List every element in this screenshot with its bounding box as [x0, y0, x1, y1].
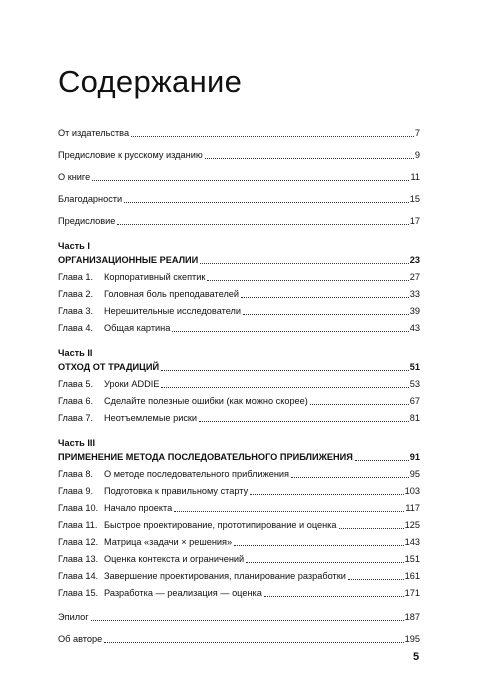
part-label: Часть III	[58, 438, 96, 448]
toc-entry-front[interactable]: От издательства 7	[58, 128, 420, 138]
toc-entry-chapter[interactable]: Глава 10. Начало проекта 117	[58, 503, 420, 513]
toc-entry-back[interactable]: Об авторе 195	[58, 634, 420, 644]
part-label: Часть I	[58, 241, 90, 251]
page-title: Содержание	[58, 64, 243, 99]
toc-entry-chapter[interactable]: Глава 5. Уроки ADDIE 53	[58, 379, 420, 389]
toc-entry-chapter[interactable]: Глава 9. Подготовка к правильному старту 103	[58, 486, 420, 496]
toc-entry-chapter[interactable]: Глава 15. Разработка — реализация — оценка 171	[58, 588, 420, 598]
toc-entry-chapter[interactable]: Глава 7. Неотъемлемые риски 81	[58, 413, 420, 423]
toc-entry-chapter[interactable]: Глава 3. Нерешительные исследователи 39	[58, 306, 420, 316]
toc-entry-front[interactable]: Предисловие к русскому изданию 9	[58, 150, 420, 160]
table-of-contents	[58, 128, 420, 645]
toc-entry-chapter[interactable]: Глава 4. Общая картина 43	[58, 323, 420, 333]
toc-entry-front[interactable]: Благодарности 15	[58, 194, 420, 204]
toc-entry-front[interactable]: Предисловие 17	[58, 216, 420, 226]
part-heading[interactable]: ОТХОД ОТ ТРАДИЦИЙ 51	[58, 362, 420, 372]
toc-entry-chapter[interactable]: Глава 1. Корпоративный скептик 27	[58, 272, 420, 282]
toc-entry-chapter[interactable]: Глава 14. Завершение проектирования, планирование разработки 161	[58, 571, 420, 581]
toc-entry-chapter[interactable]: Глава 11. Быстрое проектирование, прототипирование и оценка 125	[58, 520, 420, 530]
toc-entry-chapter[interactable]: Глава 13. Оценка контекста и ограничений 151	[58, 554, 420, 564]
toc-entry-chapter[interactable]: Глава 2. Головная боль преподавателей 33	[58, 289, 420, 299]
toc-entry-chapter[interactable]: Глава 8. О методе последовательного приближения 95	[58, 469, 420, 479]
toc-entry-back[interactable]: Эпилог 187	[58, 612, 420, 622]
part-heading[interactable]: ОРГАНИЗАЦИОННЫЕ РЕАЛИИ 23	[58, 255, 420, 265]
part-heading[interactable]: ПРИМЕНЕНИЕ МЕТОДА ПОСЛЕДОВАТЕЛЬНОГО ПРИБЛИЖЕНИЯ 91	[58, 452, 420, 462]
toc-entry-chapter[interactable]: Глава 12. Матрица «задачи × решения» 143	[58, 537, 420, 547]
toc-entry-chapter[interactable]: Глава 6. Сделайте полезные ошибки (как можно скорее) 67	[58, 396, 420, 406]
toc-entry-front[interactable]: О книге 11	[58, 172, 420, 182]
part-label: Часть II	[58, 348, 93, 358]
page-number: 5	[413, 651, 420, 663]
